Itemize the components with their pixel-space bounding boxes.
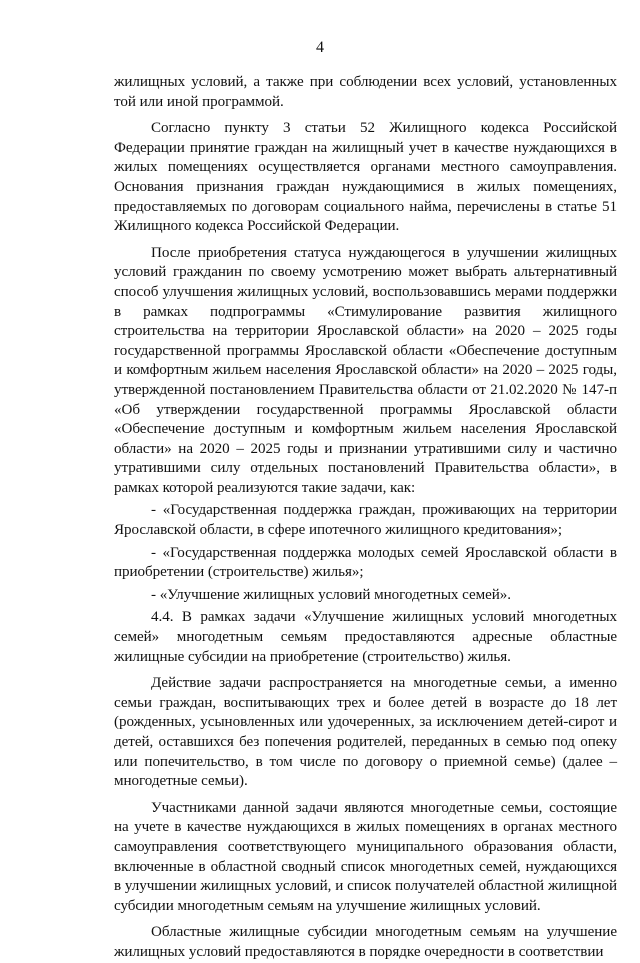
list-item: - «Государственная поддержка граждан, проживающих на территории Ярославской области, в сфере ипотечного жилищного кредитования»; — [114, 502, 617, 539]
paragraph: После приобретения статуса нуждающегося в улучшении жилищных условий гражданин по своему усмотрению может выбрать альтернативный способ улучшения жилищных условий, воспользовавшись мерами поддержки в рамках подпрограммы «Стимулирование развития жилищного строительства на территории Ярославской области» на 2020 – 2025 годы государственной программы Ярославской области «Обеспечение доступным и комфортным жильем населения Ярославской области» на 2020 – 2025 годы, утвержденной постановлением Правительства области от 21.02.2020 № 147-п «Об утверждении государственной программы Ярославской области «Обеспечение доступным и комфортным жильем населения Ярославской области» на 2020 – 2025 годы и признании утратившими силу и частично утратившими силу отдельных постановлений Правительства области», в рамках которой реализуются такие задачи, как: — [114, 244, 617, 496]
list-item: - «Государственная поддержка молодых семей Ярославской области в приобретении (строительстве) жилья»; — [114, 544, 617, 581]
page-number: 4 — [316, 39, 324, 56]
paragraph: Согласно пункту 3 статьи 52 Жилищного кодекса Российской Федерации принятие граждан на жилищный учет в качестве нуждающихся в жилых помещениях осуществляется органами местного самоуправления. Основания признания граждан нуждающимися в жилых помещениях, предоставляемых по договорам социального найма, перечислены в статье 51 Жилищного кодекса Российской Федерации. — [114, 120, 617, 235]
paragraph: жилищных условий, а также при соблюдении всех условий, установленных той или иной программой. — [114, 74, 617, 110]
page-body — [114, 73, 617, 963]
paragraph: Действие задачи распространяется на многодетные семьи, а именно семьи граждан, воспитывающих трех и более детей в возрасте до 18 лет (рожденных, усыновленных или удочеренных, за исключением детей-сирот и детей, оставшихся без попечения родителей, переданных в семью под опеку или попечительство, в том числе по договору о приемной семье) (далее – многодетные семьи). — [114, 675, 617, 790]
paragraph: 4.4. В рамках задачи «Улучшение жилищных условий многодетных семей» многодетным семьям предоставляются адресные областные жилищные субсидии на приобретение (строительство) жилья. — [114, 609, 617, 665]
paragraph: Участниками данной задачи являются многодетные семьи, состоящие на учете в качестве нуждающихся в жилых помещениях в органах местного самоуправления соответствующего муниципального образования области, включенные в областной сводный список многодетных семей, нуждающихся в улучшении жилищных условий, и список получателей областной жилищной субсидии многодетным семьям на улучшение жилищных условий. — [114, 799, 617, 914]
paragraph: Областные жилищные субсидии многодетным семьям на улучшение жилищных условий предоставляются в порядке очередности в соответствии — [114, 924, 617, 960]
list-item: - «Улучшение жилищных условий многодетных семей». — [151, 586, 512, 603]
